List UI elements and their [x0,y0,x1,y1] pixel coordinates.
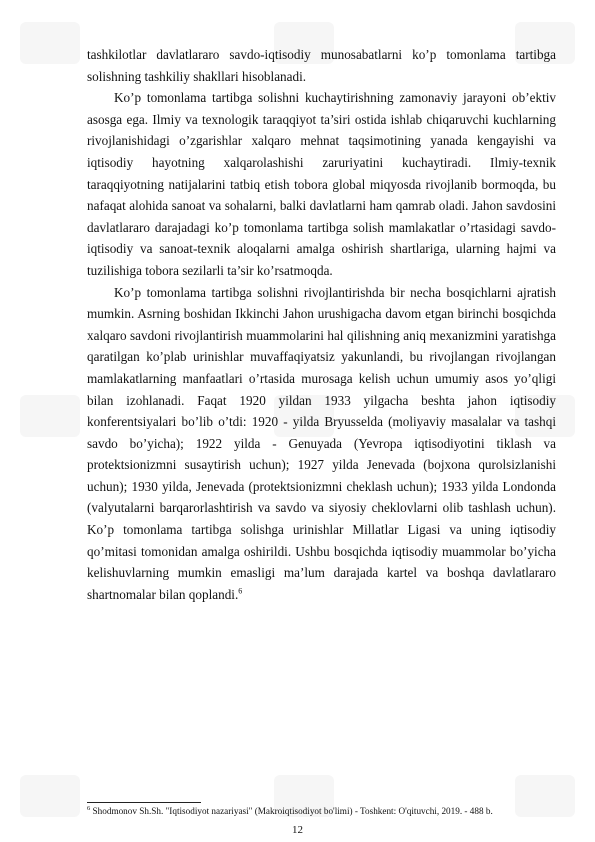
page-number: 12 [292,824,303,836]
footnote-reference[interactable]: 6 [238,586,243,596]
footnote-marker: 6 [87,804,91,812]
paragraph-development-stages-text: Ko’p tomonlama tartibga solishni rivojlantirishda bir necha bosqichlarni ajratish mumkin. Asrning boshidan Ikkinchi Jahon urushigacha davom etgan birinchi bosqichda xalqaro savdoni rivojlantirish muammolarini hal qilishning aniq mexanizmini yaratishga qaratilgan ko’plab urinishlar muvaffaqiyatsiz yakunlandi, bu rivojlangan rivojlangan mamlakatlarning manfaatlari o’rtasida murosaga kelish uchun umumiy asos yo’qligi bilan izohlanadi. Faqat 1920 yildan 1933 yilgacha beshta jahon iqtisodiy konferentsiyalari bo’lib o’tdi: 1920 - yilda Bryusselda (moliyaviy masalalar va tashqi savdo bo’yicha); 1922 yilda - Genuyada (Yevropa iqtisodiyotini tiklash va protektsionizmni susaytirish uchun); 1927 yilda Jenevada (bojxona qurolsizlanishi uchun); 1930 yilda, Jenevada (protektsionizmni cheklash uchun); 1933 yilda Londonda (valyutalarni barqarorlashtirish va savdo va siyosiy cheklovlarni olib tashlash uchun). Ko’p tomonlama tartibga solishga urinishlar Millatlar Ligasi va uning iqtisodiy qo’mitasi tomonidan amalga oshirildi. Ushbu bosqichda iqtisodiy muammolar bo’yicha kelishuvlarning mumkin emasligi ma’lum darajada kartel va boshqa davlatlararo shartnomalar bilan qoplandi. [87,284,556,602]
paragraph-multilateral-regulation: Ko’p tomonlama tartibga solishni kuchaytirishning zamonaviy jarayoni ob’ektiv asosga ega. Ilmiy va texnologik taraqqiyot ta’siri ostida ishlab chiqaruvchi kuchlarning rivojlanishidagi o’zgarishlar xalqaro mehnat taqsimotining yanada kengayishi va iqtisodiy hayotning xalqarolashishi zaruriyatini kuchaytiradi. Ilmiy-texnik taraqqiyotning natijalarini tatbiq etish tobora global miqyosda rivojlanib bormoqda, bu nafaqat alohida sanoat va sohalarni, balki davlatlarni ham qamrab oladi. Jahon savdosini davlatlararo darajadagi ko’p tomonlama tartibga solish mamlakatlar o’rtasidagi savdo-iqtisodiy va sanoat-texnik aloqalarni amalga oshirish shartlariga, ularning hajmi va tuzilishiga tobora sezilarli ta’sir ko’rsatmoqda. [87,90,556,278]
footnote-text: Shodmonov Sh.Sh. "Iqtisodiyot nazariyasi" (Makroiqtisodiyot bo'limi) - Toshkent: O'qituvchi, 2019. - 488 b. [90,806,493,816]
paragraph-continuation: tashkilotlar davlatlararo savdo-iqtisodiy munosabatlarni ko’p tomonlama tartibga solishning tashkiliy shakllari hisoblanadi. [87,47,556,84]
page-body [87,44,556,605]
paragraph-development-stages [87,282,556,606]
footnote-divider [87,802,201,803]
watermark-tile [20,22,80,64]
footnote [87,806,556,817]
watermark-tile [20,775,80,817]
watermark-tile [20,395,80,437]
